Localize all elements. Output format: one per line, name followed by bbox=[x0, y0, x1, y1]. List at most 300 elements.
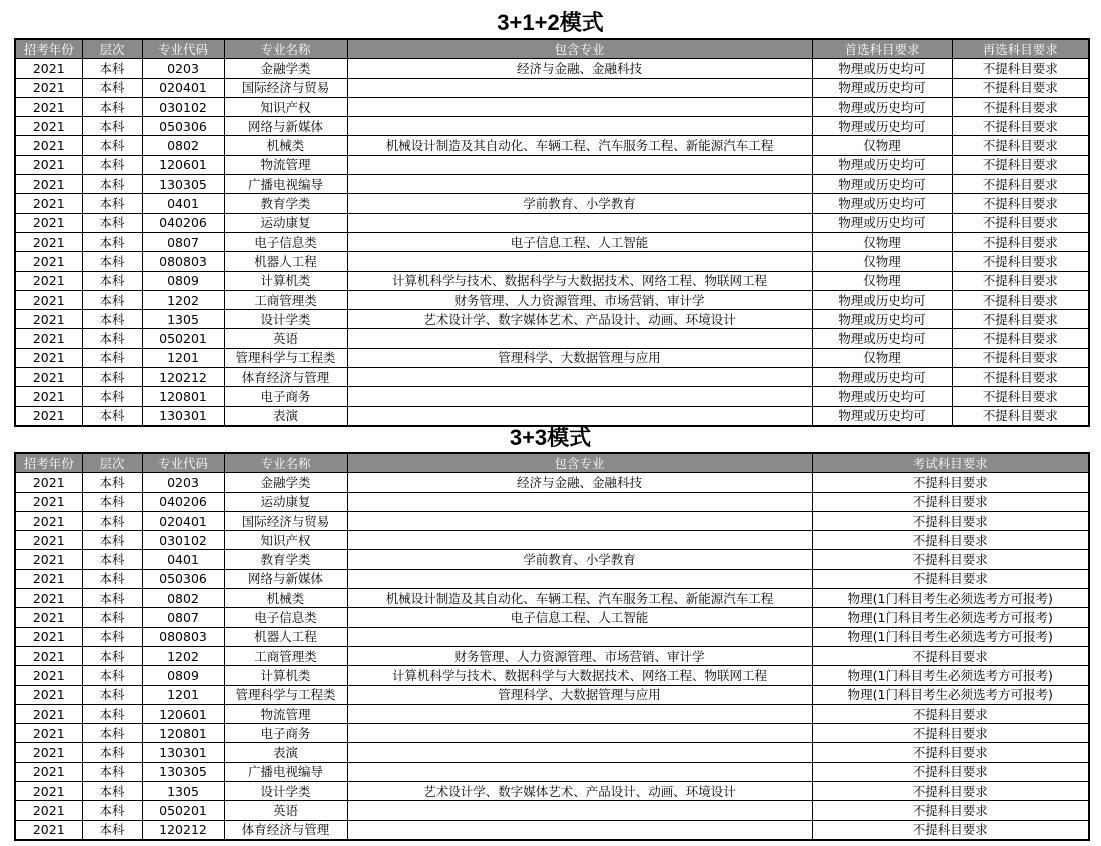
table-row bbox=[15, 252, 1089, 271]
table-cell: 020401 bbox=[142, 511, 224, 530]
column-header: 专业代码 bbox=[142, 453, 224, 473]
table-row bbox=[15, 531, 1089, 550]
table-cell: 仅物理 bbox=[812, 348, 952, 367]
table-cell: 040206 bbox=[142, 213, 224, 232]
table-cell: 电子信息类 bbox=[224, 608, 347, 627]
table-cell bbox=[347, 155, 812, 174]
column-header: 首选科目要求 bbox=[812, 39, 952, 59]
table-cell: 物理或历史均可 bbox=[812, 117, 952, 136]
table-cell: 物理或历史均可 bbox=[812, 59, 952, 78]
table-cell: 2021 bbox=[15, 59, 82, 78]
column-header: 专业名称 bbox=[224, 453, 347, 473]
table-cell: 不提科目要求 bbox=[812, 492, 1089, 511]
table-cell: 2021 bbox=[15, 252, 82, 271]
table-row bbox=[15, 782, 1089, 801]
table-row bbox=[15, 232, 1089, 251]
table-cell: 体育经济与管理 bbox=[224, 820, 347, 840]
table-cell: 2021 bbox=[15, 387, 82, 406]
table-cell: 2021 bbox=[15, 704, 82, 723]
table-cell: 2021 bbox=[15, 646, 82, 665]
table-cell: 130301 bbox=[142, 406, 224, 426]
table-cell: 本科 bbox=[82, 387, 142, 406]
table-cell: 机械设计制造及其自动化、车辆工程、汽车服务工程、新能源汽车工程 bbox=[347, 136, 812, 155]
table-cell bbox=[347, 820, 812, 840]
table-row bbox=[15, 685, 1089, 704]
table-cell: 2021 bbox=[15, 531, 82, 550]
table-cell: 0809 bbox=[142, 271, 224, 290]
table-cell: 金融学类 bbox=[224, 473, 347, 492]
table-cell: 2021 bbox=[15, 194, 82, 213]
table-cell: 2021 bbox=[15, 310, 82, 329]
table-cell: 广播电视编导 bbox=[224, 175, 347, 194]
table-cell: 030102 bbox=[142, 531, 224, 550]
table-row bbox=[15, 801, 1089, 820]
table-cell: 2021 bbox=[15, 492, 82, 511]
table-header-row bbox=[15, 453, 1089, 473]
table-row bbox=[15, 589, 1089, 608]
section-title-33: 3+3模式 bbox=[509, 425, 592, 450]
table-cell: 仅物理 bbox=[812, 136, 952, 155]
table-cell bbox=[347, 627, 812, 646]
table-cell: 2021 bbox=[15, 473, 82, 492]
table-row bbox=[15, 117, 1089, 136]
table-row bbox=[15, 136, 1089, 155]
table-cell bbox=[347, 743, 812, 762]
table-row bbox=[15, 704, 1089, 723]
table-cell: 2021 bbox=[15, 78, 82, 97]
table-cell: 本科 bbox=[82, 97, 142, 116]
table-cell: 国际经济与贸易 bbox=[224, 511, 347, 530]
table-cell: 物流管理 bbox=[224, 155, 347, 174]
table-cell: 120601 bbox=[142, 155, 224, 174]
table-row bbox=[15, 569, 1089, 588]
table-cell: 120801 bbox=[142, 387, 224, 406]
table-cell: 经济与金融、金融科技 bbox=[347, 59, 812, 78]
table-cell: 2021 bbox=[15, 820, 82, 840]
table-cell: 表演 bbox=[224, 743, 347, 762]
table-row bbox=[15, 608, 1089, 627]
table-312-mode bbox=[14, 38, 1090, 427]
table-cell bbox=[347, 117, 812, 136]
table-cell: 机器人工程 bbox=[224, 252, 347, 271]
column-header: 包含专业 bbox=[347, 453, 812, 473]
table-cell: 物理或历史均可 bbox=[812, 406, 952, 426]
table-cell: 050306 bbox=[142, 117, 224, 136]
table-cell: 不提科目要求 bbox=[952, 290, 1089, 309]
table-cell: 本科 bbox=[82, 589, 142, 608]
table-cell: 本科 bbox=[82, 646, 142, 665]
table-cell: 不提科目要求 bbox=[952, 310, 1089, 329]
table-cell: 本科 bbox=[82, 232, 142, 251]
table-cell: 2021 bbox=[15, 406, 82, 426]
column-header: 专业名称 bbox=[224, 39, 347, 59]
table-cell: 2021 bbox=[15, 511, 82, 530]
table-cell: 030102 bbox=[142, 97, 224, 116]
table-cell: 本科 bbox=[82, 59, 142, 78]
table-cell: 2021 bbox=[15, 136, 82, 155]
table-cell: 2021 bbox=[15, 97, 82, 116]
table-cell: 本科 bbox=[82, 290, 142, 309]
table-cell: 不提科目要求 bbox=[952, 348, 1089, 367]
table-cell: 0401 bbox=[142, 550, 224, 569]
table-cell: 知识产权 bbox=[224, 97, 347, 116]
table-cell: 不提科目要求 bbox=[952, 194, 1089, 213]
table-cell: 2021 bbox=[15, 348, 82, 367]
table-cell: 0809 bbox=[142, 666, 224, 685]
table-cell: 本科 bbox=[82, 117, 142, 136]
table-row bbox=[15, 97, 1089, 116]
table-cell: 2021 bbox=[15, 175, 82, 194]
table-cell: 财务管理、人力资源管理、市场营销、审计学 bbox=[347, 646, 812, 665]
table-cell: 不提科目要求 bbox=[812, 569, 1089, 588]
table-cell: 物流管理 bbox=[224, 704, 347, 723]
table-cell: 2021 bbox=[15, 569, 82, 588]
table-cell: 本科 bbox=[82, 473, 142, 492]
table-row bbox=[15, 550, 1089, 569]
table-cell: 电子信息类 bbox=[224, 232, 347, 251]
table-cell: 广播电视编导 bbox=[224, 762, 347, 781]
table-cell: 2021 bbox=[15, 213, 82, 232]
table-cell: 教育学类 bbox=[224, 194, 347, 213]
table-row bbox=[15, 155, 1089, 174]
table-cell: 本科 bbox=[82, 801, 142, 820]
table-row bbox=[15, 329, 1089, 348]
table-cell: 物理(1门科目考生必须选考方可报考) bbox=[812, 685, 1089, 704]
table-33-mode bbox=[14, 452, 1090, 841]
table-cell: 本科 bbox=[82, 368, 142, 387]
table-cell: 表演 bbox=[224, 406, 347, 426]
table-cell: 物理或历史均可 bbox=[812, 155, 952, 174]
table-cell bbox=[347, 329, 812, 348]
table-cell: 2021 bbox=[15, 782, 82, 801]
column-header: 层次 bbox=[82, 453, 142, 473]
table-cell: 本科 bbox=[82, 724, 142, 743]
table-cell: 本科 bbox=[82, 492, 142, 511]
table-cell: 财务管理、人力资源管理、市场营销、审计学 bbox=[347, 290, 812, 309]
table-row bbox=[15, 511, 1089, 530]
table-cell: 学前教育、小学教育 bbox=[347, 194, 812, 213]
table-cell: 本科 bbox=[82, 762, 142, 781]
table-cell: 0807 bbox=[142, 232, 224, 251]
table-cell: 本科 bbox=[82, 78, 142, 97]
table-cell: 080803 bbox=[142, 252, 224, 271]
table-cell: 英语 bbox=[224, 801, 347, 820]
table-cell: 不提科目要求 bbox=[952, 78, 1089, 97]
table-cell: 不提科目要求 bbox=[952, 117, 1089, 136]
table-row bbox=[15, 820, 1089, 840]
table-cell: 物理(1门科目考生必须选考方可报考) bbox=[812, 666, 1089, 685]
table-cell: 2021 bbox=[15, 608, 82, 627]
table-row bbox=[15, 762, 1089, 781]
table-cell: 2021 bbox=[15, 666, 82, 685]
table-cell: 2021 bbox=[15, 271, 82, 290]
table-row bbox=[15, 271, 1089, 290]
table-cell: 物理或历史均可 bbox=[812, 194, 952, 213]
table-cell: 0802 bbox=[142, 136, 224, 155]
column-header: 考试科目要求 bbox=[812, 453, 1089, 473]
table-cell: 2021 bbox=[15, 290, 82, 309]
table-cell: 不提科目要求 bbox=[952, 329, 1089, 348]
table-cell: 艺术设计学、数字媒体艺术、产品设计、动画、环境设计 bbox=[347, 782, 812, 801]
table-cell: 不提科目要求 bbox=[812, 704, 1089, 723]
table-cell: 机械类 bbox=[224, 589, 347, 608]
table-cell: 本科 bbox=[82, 743, 142, 762]
table-cell: 设计学类 bbox=[224, 310, 347, 329]
table-cell: 不提科目要求 bbox=[952, 97, 1089, 116]
table-row bbox=[15, 666, 1089, 685]
table-cell: 0802 bbox=[142, 589, 224, 608]
table-cell: 网络与新媒体 bbox=[224, 569, 347, 588]
table-cell bbox=[347, 368, 812, 387]
table-cell: 电子信息工程、人工智能 bbox=[347, 608, 812, 627]
table-cell: 不提科目要求 bbox=[812, 724, 1089, 743]
table-cell bbox=[347, 387, 812, 406]
table-cell: 本科 bbox=[82, 194, 142, 213]
table-cell: 不提科目要求 bbox=[952, 213, 1089, 232]
table-cell: 2021 bbox=[15, 155, 82, 174]
table-cell: 050201 bbox=[142, 329, 224, 348]
table-cell: 本科 bbox=[82, 406, 142, 426]
table-row bbox=[15, 406, 1089, 426]
table-cell: 130305 bbox=[142, 175, 224, 194]
table-cell: 0807 bbox=[142, 608, 224, 627]
table-cell: 物理(1门科目考生必须选考方可报考) bbox=[812, 608, 1089, 627]
table-cell: 050306 bbox=[142, 569, 224, 588]
table-cell: 不提科目要求 bbox=[812, 743, 1089, 762]
column-header: 再选科目要求 bbox=[952, 39, 1089, 59]
table-cell: 电子信息工程、人工智能 bbox=[347, 232, 812, 251]
column-header: 招考年份 bbox=[15, 39, 82, 59]
table-cell: 体育经济与管理 bbox=[224, 368, 347, 387]
table-cell: 050201 bbox=[142, 801, 224, 820]
table-row bbox=[15, 59, 1089, 78]
table-cell bbox=[347, 724, 812, 743]
table-cell: 2021 bbox=[15, 627, 82, 646]
table-cell: 不提科目要求 bbox=[812, 511, 1089, 530]
table-cell: 080803 bbox=[142, 627, 224, 646]
table-cell: 国际经济与贸易 bbox=[224, 78, 347, 97]
table-cell: 机器人工程 bbox=[224, 627, 347, 646]
table-cell: 本科 bbox=[82, 252, 142, 271]
table-cell: 0203 bbox=[142, 59, 224, 78]
table-cell: 计算机科学与技术、数据科学与大数据技术、网络工程、物联网工程 bbox=[347, 666, 812, 685]
column-header: 专业代码 bbox=[142, 39, 224, 59]
table-cell: 2021 bbox=[15, 743, 82, 762]
table-cell: 不提科目要求 bbox=[952, 175, 1089, 194]
table-cell: 不提科目要求 bbox=[812, 762, 1089, 781]
table-cell: 不提科目要求 bbox=[952, 232, 1089, 251]
table-cell bbox=[347, 569, 812, 588]
table-cell: 2021 bbox=[15, 724, 82, 743]
table-cell: 1305 bbox=[142, 782, 224, 801]
table-cell: 不提科目要求 bbox=[952, 155, 1089, 174]
table-cell: 本科 bbox=[82, 155, 142, 174]
table-cell: 计算机类 bbox=[224, 271, 347, 290]
table-cell: 机械设计制造及其自动化、车辆工程、汽车服务工程、新能源汽车工程 bbox=[347, 589, 812, 608]
table-cell: 不提科目要求 bbox=[812, 550, 1089, 569]
table-cell: 本科 bbox=[82, 531, 142, 550]
table-cell: 040206 bbox=[142, 492, 224, 511]
table-row bbox=[15, 78, 1089, 97]
table-cell: 知识产权 bbox=[224, 531, 347, 550]
table-cell bbox=[347, 531, 812, 550]
table-cell: 物理或历史均可 bbox=[812, 387, 952, 406]
table-cell: 不提科目要求 bbox=[952, 406, 1089, 426]
table-cell: 120212 bbox=[142, 368, 224, 387]
table-cell bbox=[347, 252, 812, 271]
table-cell: 学前教育、小学教育 bbox=[347, 550, 812, 569]
table-cell: 物理或历史均可 bbox=[812, 290, 952, 309]
table-row bbox=[15, 492, 1089, 511]
table-cell: 艺术设计学、数字媒体艺术、产品设计、动画、环境设计 bbox=[347, 310, 812, 329]
table-cell: 1201 bbox=[142, 685, 224, 704]
table-cell: 120601 bbox=[142, 704, 224, 723]
table-cell: 1202 bbox=[142, 290, 224, 309]
table-cell: 不提科目要求 bbox=[952, 271, 1089, 290]
table-cell: 物理(1门科目考生必须选考方可报考) bbox=[812, 627, 1089, 646]
table-cell: 物理或历史均可 bbox=[812, 97, 952, 116]
table-row bbox=[15, 175, 1089, 194]
table-cell bbox=[347, 762, 812, 781]
table-cell: 120212 bbox=[142, 820, 224, 840]
table-cell: 运动康复 bbox=[224, 213, 347, 232]
table-cell: 本科 bbox=[82, 704, 142, 723]
table-cell: 2021 bbox=[15, 232, 82, 251]
table-cell bbox=[347, 492, 812, 511]
table-row bbox=[15, 368, 1089, 387]
table-cell: 不提科目要求 bbox=[812, 801, 1089, 820]
table-cell: 本科 bbox=[82, 666, 142, 685]
table-cell: 设计学类 bbox=[224, 782, 347, 801]
table-cell: 本科 bbox=[82, 348, 142, 367]
table-row bbox=[15, 387, 1089, 406]
table-cell: 物理或历史均可 bbox=[812, 329, 952, 348]
table-cell: 计算机科学与技术、数据科学与大数据技术、网络工程、物联网工程 bbox=[347, 271, 812, 290]
column-header: 包含专业 bbox=[347, 39, 812, 59]
table-cell: 物理或历史均可 bbox=[812, 310, 952, 329]
table-cell: 2021 bbox=[15, 550, 82, 569]
table-cell bbox=[347, 801, 812, 820]
table-cell bbox=[347, 97, 812, 116]
table-cell: 2021 bbox=[15, 801, 82, 820]
table-cell: 物理或历史均可 bbox=[812, 175, 952, 194]
table-cell: 不提科目要求 bbox=[952, 136, 1089, 155]
table-cell: 电子商务 bbox=[224, 724, 347, 743]
table-header-row bbox=[15, 39, 1089, 59]
table-cell: 2021 bbox=[15, 589, 82, 608]
table-cell: 经济与金融、金融科技 bbox=[347, 473, 812, 492]
table-cell bbox=[347, 511, 812, 530]
section-title-312: 3+1+2模式 bbox=[497, 10, 604, 35]
table-cell: 2021 bbox=[15, 685, 82, 704]
table-cell: 工商管理类 bbox=[224, 290, 347, 309]
table-cell: 网络与新媒体 bbox=[224, 117, 347, 136]
table-cell: 2021 bbox=[15, 762, 82, 781]
table-row bbox=[15, 290, 1089, 309]
table-cell: 物理或历史均可 bbox=[812, 368, 952, 387]
table-cell: 仅物理 bbox=[812, 271, 952, 290]
table-row bbox=[15, 310, 1089, 329]
table-cell bbox=[347, 175, 812, 194]
table-cell: 本科 bbox=[82, 685, 142, 704]
table-cell: 工商管理类 bbox=[224, 646, 347, 665]
table-cell: 020401 bbox=[142, 78, 224, 97]
table-cell: 0401 bbox=[142, 194, 224, 213]
table-cell: 不提科目要求 bbox=[952, 59, 1089, 78]
table-cell: 不提科目要求 bbox=[952, 368, 1089, 387]
table-cell: 管理科学与工程类 bbox=[224, 685, 347, 704]
table-cell: 不提科目要求 bbox=[812, 473, 1089, 492]
table-cell: 金融学类 bbox=[224, 59, 347, 78]
table-cell: 英语 bbox=[224, 329, 347, 348]
table-cell: 2021 bbox=[15, 117, 82, 136]
table-cell: 本科 bbox=[82, 310, 142, 329]
table-cell: 计算机类 bbox=[224, 666, 347, 685]
table-cell: 不提科目要求 bbox=[812, 531, 1089, 550]
table-cell: 本科 bbox=[82, 608, 142, 627]
table-cell: 130305 bbox=[142, 762, 224, 781]
table-cell: 不提科目要求 bbox=[812, 782, 1089, 801]
table-cell: 本科 bbox=[82, 329, 142, 348]
table-cell: 0203 bbox=[142, 473, 224, 492]
table-cell: 教育学类 bbox=[224, 550, 347, 569]
table-row bbox=[15, 646, 1089, 665]
table-row bbox=[15, 724, 1089, 743]
table-cell: 本科 bbox=[82, 782, 142, 801]
table-cell: 仅物理 bbox=[812, 232, 952, 251]
table-cell bbox=[347, 704, 812, 723]
table-row bbox=[15, 194, 1089, 213]
table-row bbox=[15, 213, 1089, 232]
table-cell: 1201 bbox=[142, 348, 224, 367]
table-cell bbox=[347, 213, 812, 232]
table-cell: 本科 bbox=[82, 213, 142, 232]
table-cell: 电子商务 bbox=[224, 387, 347, 406]
table-cell: 仅物理 bbox=[812, 252, 952, 271]
table-row bbox=[15, 627, 1089, 646]
table-row bbox=[15, 473, 1089, 492]
table-row bbox=[15, 743, 1089, 762]
table-cell: 物理(1门科目考生必须选考方可报考) bbox=[812, 589, 1089, 608]
column-header: 层次 bbox=[82, 39, 142, 59]
table-cell: 本科 bbox=[82, 511, 142, 530]
table-cell: 不提科目要求 bbox=[812, 820, 1089, 840]
table-cell: 机械类 bbox=[224, 136, 347, 155]
table-row bbox=[15, 348, 1089, 367]
table-cell: 管理科学、大数据管理与应用 bbox=[347, 685, 812, 704]
table-cell: 本科 bbox=[82, 550, 142, 569]
table-cell: 不提科目要求 bbox=[952, 387, 1089, 406]
table-cell: 本科 bbox=[82, 136, 142, 155]
table-cell bbox=[347, 78, 812, 97]
table-cell: 130301 bbox=[142, 743, 224, 762]
column-header: 招考年份 bbox=[15, 453, 82, 473]
table-cell: 2021 bbox=[15, 329, 82, 348]
table-cell: 不提科目要求 bbox=[812, 646, 1089, 665]
table-cell: 本科 bbox=[82, 820, 142, 840]
table-cell: 运动康复 bbox=[224, 492, 347, 511]
table-cell: 物理或历史均可 bbox=[812, 78, 952, 97]
table-cell: 不提科目要求 bbox=[952, 252, 1089, 271]
table-cell: 1305 bbox=[142, 310, 224, 329]
table-cell: 本科 bbox=[82, 569, 142, 588]
table-cell: 管理科学与工程类 bbox=[224, 348, 347, 367]
table-cell: 本科 bbox=[82, 271, 142, 290]
table-cell bbox=[347, 406, 812, 426]
table-cell: 物理或历史均可 bbox=[812, 213, 952, 232]
table-cell: 本科 bbox=[82, 175, 142, 194]
table-cell: 管理科学、大数据管理与应用 bbox=[347, 348, 812, 367]
